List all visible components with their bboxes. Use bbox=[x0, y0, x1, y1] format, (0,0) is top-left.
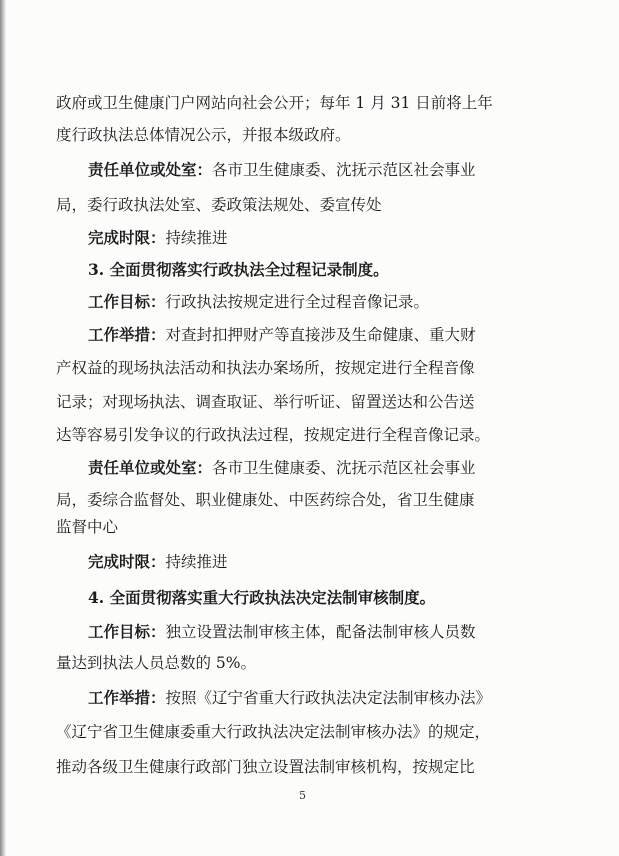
line-text: 独立设置法制审核主体，配备法制审核人员数 bbox=[165, 623, 476, 641]
line-text: 记录；对现场执法、调查取证、举行听证、留置送达和公告送 bbox=[56, 393, 475, 411]
line-text: 《辽宁省卫生健康委重大行政执法决定法制审核办法》的规定， bbox=[56, 723, 491, 741]
text-line-21 bbox=[56, 757, 475, 777]
work-measure-line-2 bbox=[88, 688, 491, 708]
text-line-9 bbox=[56, 358, 475, 378]
field-label: 工作举措： bbox=[88, 325, 166, 344]
line-text: 各市卫生健康委、沈抚示范区社会事业 bbox=[212, 161, 476, 179]
field-label: 工作目标： bbox=[88, 292, 166, 311]
line-text: 监督中心 bbox=[56, 518, 119, 536]
field-label: 责任单位或处室： bbox=[88, 458, 213, 477]
line-text: 达等容易引发争议的行政执法过程，按规定进行全程音像记录。 bbox=[56, 426, 491, 444]
heading-text: 4. 全面贯彻落实重大行政执法决定法制审核制度。 bbox=[88, 588, 436, 607]
line-text: 度行政执法总体情况公示，并报本级政府。 bbox=[56, 126, 351, 144]
field-label: 工作举措： bbox=[88, 688, 166, 707]
line-text: 推动各级卫生健康行政部门独立设置法制审核机构，按规定比 bbox=[56, 758, 475, 776]
responsible-unit-line-1 bbox=[88, 160, 476, 180]
deadline-line-1 bbox=[88, 228, 228, 248]
line-text: 量达到执法人员总数的 5%。 bbox=[56, 654, 257, 672]
text-line-18 bbox=[56, 653, 256, 673]
text-line-14 bbox=[56, 517, 118, 537]
page-number: 5 bbox=[299, 789, 306, 802]
responsible-unit-line-2 bbox=[88, 458, 476, 478]
line-text: 各市卫生健康委、沈抚示范区社会事业 bbox=[212, 459, 476, 477]
field-label: 完成时限： bbox=[88, 228, 166, 247]
field-label: 责任单位或处室： bbox=[88, 160, 213, 179]
line-text: 局，委综合监督处、职业健康处、中医药综合处，省卫生健康 bbox=[56, 491, 475, 509]
text-line-10 bbox=[56, 392, 475, 412]
text-line-20 bbox=[56, 722, 490, 742]
line-text: 政府或卫生健康门户网站向社会公开；每年 1 月 31 日前将上年 bbox=[56, 94, 493, 112]
text-line-11 bbox=[56, 425, 490, 445]
work-goal-line-2 bbox=[88, 622, 476, 642]
section-heading-3 bbox=[88, 260, 389, 280]
text-line-1 bbox=[56, 93, 493, 113]
text-line-2 bbox=[56, 125, 351, 145]
text-line-4 bbox=[56, 195, 382, 215]
line-text: 持续推进 bbox=[165, 553, 228, 571]
deadline-line-2 bbox=[88, 552, 228, 572]
field-label: 完成时限： bbox=[88, 552, 166, 571]
field-label: 工作目标： bbox=[88, 622, 166, 641]
line-text: 按照《辽宁省重大行政执法决定法制审核办法》 bbox=[165, 689, 492, 707]
line-text: 局，委行政执法处室、委政策法规处、委宣传处 bbox=[56, 196, 382, 214]
work-measure-line-1 bbox=[88, 325, 476, 345]
line-text: 产权益的现场执法活动和执法办案场所，按规定进行全程音像 bbox=[56, 359, 475, 377]
text-line-13 bbox=[56, 490, 475, 510]
heading-text: 3. 全面贯彻落实行政执法全过程记录制度。 bbox=[88, 260, 389, 279]
line-text: 行政执法按规定进行全过程音像记录。 bbox=[165, 293, 430, 311]
line-text: 持续推进 bbox=[165, 229, 228, 247]
scan-left-edge bbox=[0, 0, 6, 856]
work-goal-line-1 bbox=[88, 292, 429, 312]
line-text: 对查封扣押财产等直接涉及生命健康、重大财 bbox=[165, 326, 476, 344]
section-heading-4 bbox=[88, 588, 435, 608]
